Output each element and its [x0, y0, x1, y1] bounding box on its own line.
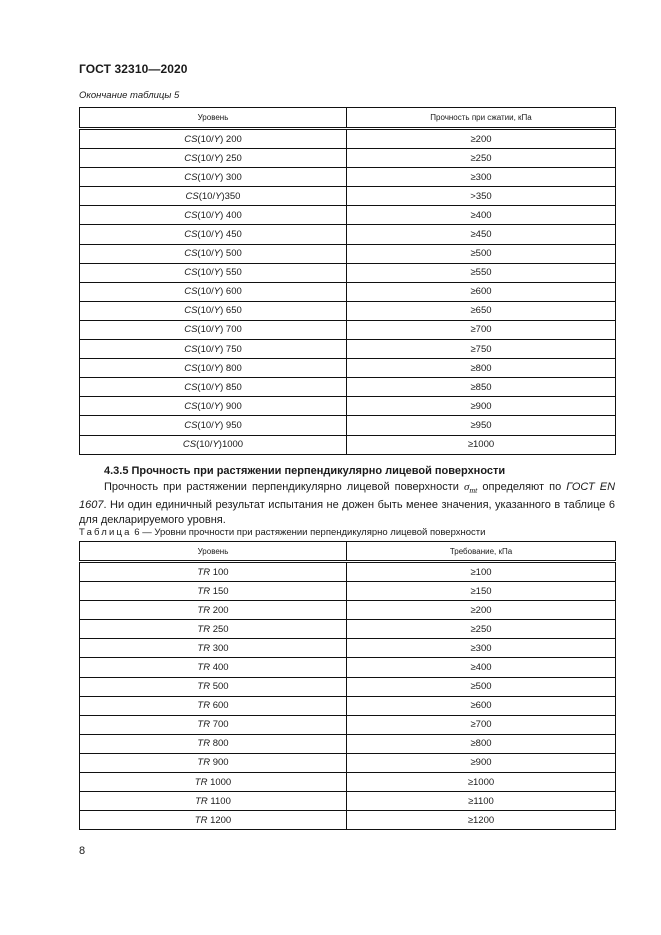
- table-row: [80, 620, 616, 639]
- level-cell: TR 500: [80, 677, 347, 696]
- value-cell: ≥750: [347, 340, 616, 359]
- value-cell: ≥250: [347, 620, 616, 639]
- value-cell: ≥1000: [347, 435, 616, 454]
- table6-body: [80, 562, 616, 830]
- level-cell: CS(10/Y) 800: [80, 359, 347, 378]
- table-row: [80, 206, 616, 225]
- value-cell: ≥600: [347, 282, 616, 301]
- level-cell: CS(10/Y) 250: [80, 149, 347, 168]
- level-cell: TR 700: [80, 715, 347, 734]
- level-cell: TR 300: [80, 639, 347, 658]
- value-cell: ≥1200: [347, 811, 616, 830]
- table-row: [80, 244, 616, 263]
- level-cell: TR 400: [80, 658, 347, 677]
- table-row: [80, 397, 616, 416]
- table-row: [80, 340, 616, 359]
- standard-reference: ГОСТ EN 1607: [79, 481, 616, 512]
- table5-caption: Окончание таблицы 5: [79, 90, 180, 101]
- table6-caption: Таблица 6 — Уровни прочности при растяжении перпендикулярно лицевой поверхности: [79, 527, 486, 538]
- table-row: [80, 416, 616, 435]
- section-heading: 4.3.5 Прочность при растяжении перпендикулярно лицевой поверхности: [104, 465, 506, 477]
- table-row: [80, 792, 616, 811]
- column-header-requirement: Требование, кПа: [347, 542, 616, 562]
- level-cell: CS(10/Y) 200: [80, 129, 347, 149]
- level-cell: CS(10/Y) 550: [80, 263, 347, 282]
- value-cell: >350: [347, 187, 616, 206]
- level-cell: CS(10/Y) 650: [80, 301, 347, 320]
- table-row: [80, 715, 616, 734]
- table-row: [80, 282, 616, 301]
- level-cell: CS(10/Y) 700: [80, 320, 347, 339]
- table-row: [80, 359, 616, 378]
- table-row: [80, 320, 616, 339]
- table-row: [80, 601, 616, 620]
- level-cell: TR 600: [80, 696, 347, 715]
- level-cell: TR 900: [80, 753, 347, 772]
- level-cell: TR 800: [80, 734, 347, 753]
- level-cell: TR 150: [80, 582, 347, 601]
- table6: [79, 541, 616, 830]
- level-cell: TR 1100: [80, 792, 347, 811]
- value-cell: ≥100: [347, 562, 616, 582]
- value-cell: ≥600: [347, 696, 616, 715]
- value-cell: ≥1000: [347, 773, 616, 792]
- page-number: 8: [79, 845, 86, 857]
- value-cell: ≥300: [347, 168, 616, 187]
- value-cell: ≥950: [347, 416, 616, 435]
- level-cell: CS(10/Y) 950: [80, 416, 347, 435]
- table-row: [80, 301, 616, 320]
- table-row: [80, 225, 616, 244]
- column-header-level: Уровень: [80, 542, 347, 562]
- value-cell: ≥200: [347, 129, 616, 149]
- table-row: [80, 734, 616, 753]
- table-row: [80, 639, 616, 658]
- table-row: [80, 149, 616, 168]
- level-cell: TR 200: [80, 601, 347, 620]
- value-cell: ≥700: [347, 715, 616, 734]
- table5-body: [80, 129, 616, 455]
- value-cell: ≥700: [347, 320, 616, 339]
- value-cell: ≥200: [347, 601, 616, 620]
- level-cell: CS(10/Y) 450: [80, 225, 347, 244]
- table6-header-row: [80, 542, 616, 562]
- value-cell: ≥300: [347, 639, 616, 658]
- value-cell: ≥800: [347, 734, 616, 753]
- table-row: [80, 435, 616, 454]
- level-cell: CS(10/Y)1000: [80, 435, 347, 454]
- level-cell: TR 250: [80, 620, 347, 639]
- column-header-compressive-strength: Прочность при сжатии, кПа: [347, 108, 616, 129]
- level-cell: CS(10/Y) 400: [80, 206, 347, 225]
- table-row: [80, 378, 616, 397]
- table-row: [80, 168, 616, 187]
- table-row: [80, 753, 616, 772]
- table-row: [80, 562, 616, 582]
- value-cell: ≥800: [347, 359, 616, 378]
- value-cell: ≥850: [347, 378, 616, 397]
- level-cell: CS(10/Y) 750: [80, 340, 347, 359]
- level-cell: CS(10/Y) 300: [80, 168, 347, 187]
- table-row: [80, 582, 616, 601]
- standard-title: ГОСТ 32310—2020: [79, 62, 188, 76]
- table-row: [80, 677, 616, 696]
- value-cell: ≥400: [347, 658, 616, 677]
- level-cell: CS(10/Y) 500: [80, 244, 347, 263]
- level-cell: TR 100: [80, 562, 347, 582]
- value-cell: ≥500: [347, 244, 616, 263]
- level-cell: CS(10/Y) 600: [80, 282, 347, 301]
- value-cell: ≥1100: [347, 792, 616, 811]
- level-cell: TR 1200: [80, 811, 347, 830]
- table5-header-row: [80, 108, 616, 129]
- value-cell: ≥450: [347, 225, 616, 244]
- value-cell: ≥150: [347, 582, 616, 601]
- value-cell: ≥650: [347, 301, 616, 320]
- value-cell: ≥550: [347, 263, 616, 282]
- table5: [79, 107, 616, 455]
- value-cell: ≥400: [347, 206, 616, 225]
- table-row: [80, 696, 616, 715]
- level-cell: CS(10/Y) 850: [80, 378, 347, 397]
- column-header-level: Уровень: [80, 108, 347, 129]
- level-cell: CS(10/Y)350: [80, 187, 347, 206]
- level-cell: CS(10/Y) 900: [80, 397, 347, 416]
- sigma-symbol: $\sigma_{mt}$: [463, 481, 478, 496]
- table-row: [80, 773, 616, 792]
- table-row: [80, 658, 616, 677]
- value-cell: ≥900: [347, 753, 616, 772]
- value-cell: ≥900: [347, 397, 616, 416]
- table-row: [80, 811, 616, 830]
- table-row: [80, 129, 616, 149]
- value-cell: ≥500: [347, 677, 616, 696]
- value-cell: ≥250: [347, 149, 616, 168]
- level-cell: TR 1000: [80, 773, 347, 792]
- table-row: [80, 263, 616, 282]
- table-row: [80, 187, 616, 206]
- section-paragraph: Прочность при растяжении перпендикулярно лицевой поверхности $\sigma_{mt}$ определяют по ГОСТ EN 1607. Ни один единичный результат испытания не дожен быть менее значения, указанного в таблице 6 для декларируемого уровня.: [79, 481, 616, 527]
